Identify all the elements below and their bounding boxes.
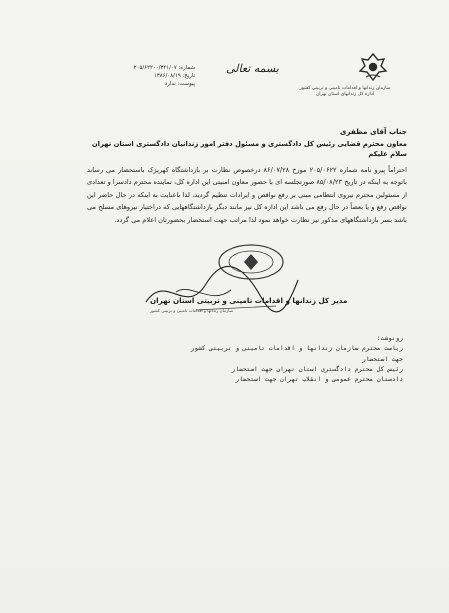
carbon-copy-list [103,334,403,385]
attention-line: جناب آقای مظفری [339,127,407,136]
letter-meta [100,64,195,88]
greeting: سلام علیکم [368,150,407,158]
letter-attachment: پیوست: ندارد [164,81,195,87]
organization-name [285,86,405,98]
cc-item: رئیس کل محترم دادگستری استان تهران جهت استحضار [231,365,403,373]
signature-caption: سازمان زندانها و اقدامات تامینی و تربیتی کشور [150,308,233,313]
recipient-title: معاون محترم قضایی رئیس کل دادگستری و مسئول دفتر امور زندانیان دادگستری استان تهران [91,140,407,148]
cc-item: جهت استحضار [362,355,403,363]
official-stamp-icon [216,242,286,282]
recipient-block [77,139,407,159]
letter-body: احتراماً پیرو نامه شماره ۲۰۵/۰۶۲۲ مورخ ۸۶/۰۷/۲۸ درخصوص نظارت بر بازداشتگاه کهریزک باستحضار می رساند باتوجه به اینکه در تاریخ ۸۵/۰۸/۲۳ صورتجلسه ای با حضور معاون امنیتی این اداره کل، نماینده محترم دادسرا و تعدادی از مسئولین محترم نیروی انتظامی مبنی بر رفع نواقص و ایرادات تنظیم گردید، لذا باعنایت به اینکه در حال حاضر این نواقص رفع و یا بعضاً در حال رفع می باشد این اداره کل نیز مانند دیگر بازداشتگاههایی که دراختیار نیروهای مسلح می باشد بسر بازداشتگاههای مذکور نیز نظارت خواهد نمود لذا مراتب جهت استحضار بحضورتان اعلام می گردد. [87,166,407,224]
org-line-2: اداره کل زندانهای استان تهران [315,92,375,97]
org-line-1: سازمان زندانها و اقدامات تامینی و تربیتی کشور [299,86,391,91]
signer-title: مدیر کل زندانها و اقدامات تامینی و تربیتی استان تهران [150,296,348,305]
cc-item: دادستان محترم عمومی و انقلاب تهران جهت استحضار [235,376,403,384]
letter-date: تاریخ: ۱۳۸۶/۰۸/۱۹ [153,73,195,79]
cc-item: ریاست محترم سازمان زندانها و اقدامات تامینی و تربیتی کشور [190,345,403,353]
letter-number: شماره: ۲۰۵/۶۲۲۰۰/۳۴۱/۰۷ [133,65,195,71]
basmala-heading: بسمه تعالی [226,62,279,75]
emblem-logo-icon [356,52,390,82]
cc-heading: رونوشت: [376,335,403,342]
